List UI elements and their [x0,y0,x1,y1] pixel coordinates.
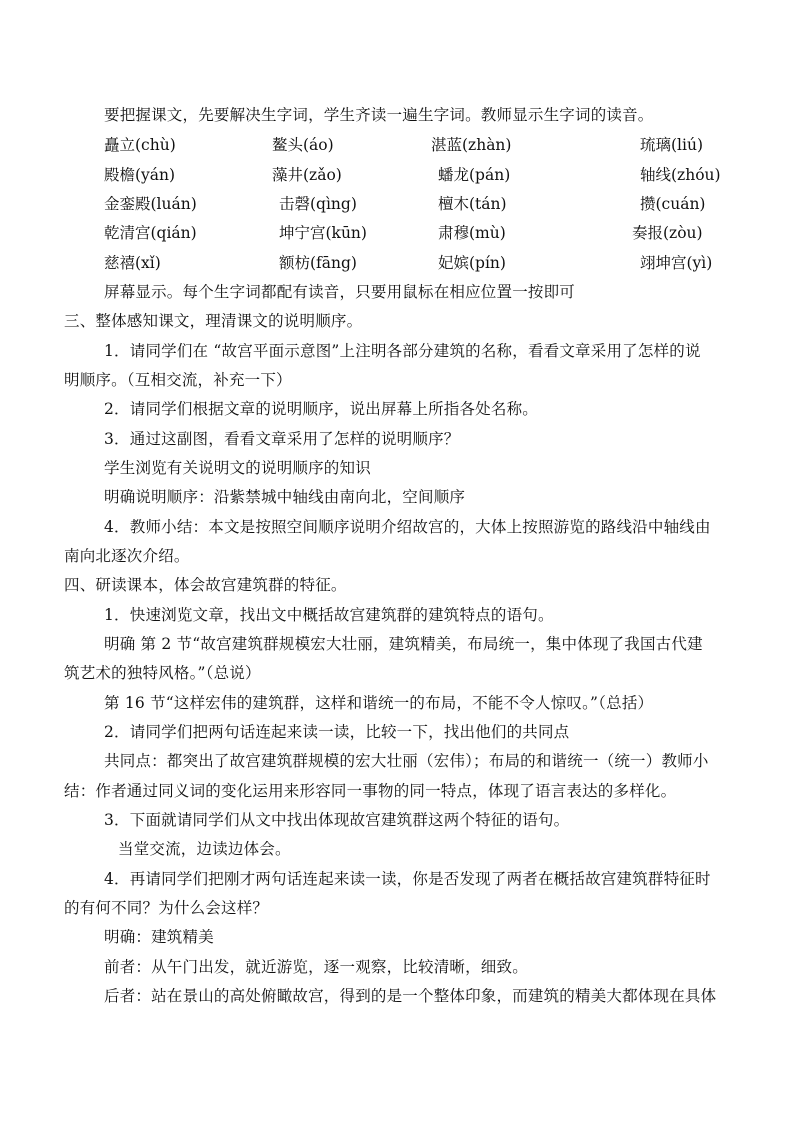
body-line: 明确：建筑精美 [104,928,214,946]
vocab-item: 殿檐(yán) [104,166,176,184]
vocab-item: 藻井(zǎo) [272,166,342,184]
body-line: 筑艺术的独特风格。”（总说） [64,664,261,682]
body-line: 2．请同学们把两句话连起来读一读，比较一下，找出他们的共同点 [104,723,570,741]
vocab-item: 慈禧(xǐ) [104,254,161,272]
vocab-item: 轴线(zhóu) [640,166,721,184]
body-line: 4．再请同学们把刚才两句话连起来读一读，你是否发现了两者在概括故宫建筑群特征时 [104,870,711,888]
vocab-item: 击磬(qìng) [279,195,357,213]
body-line: 1．请同学们在 “故宫平面示意图”上注明各部分建筑的名称，看看文章采用了怎样的说 [104,342,701,360]
vocab-item: 奏报(zòu) [632,224,703,242]
body-line: 第 16 节“这样宏伟的建筑群，这样和谐统一的布局，不能不令人惊叹。”（总括） [104,694,654,712]
section-heading: 四、研读课本，体会故宫建筑群的特征。 [64,576,347,594]
body-line: 1．快速浏览文章，找出文中概括故宫建筑群的建筑特点的语句。 [104,606,554,624]
vocab-item: 檀木(tán) [438,195,507,213]
section-heading: 三、整体感知课文，理清课文的说明顺序。 [64,312,363,330]
body-line: 学生浏览有关说明文的说明顺序的知识 [104,459,371,477]
vocab-item: 矗立(chù) [104,136,176,154]
vocab-row [0,165,794,187]
vocab-item: 妃嫔(pín) [438,254,506,272]
body-line: 南向北逐次介绍。 [64,547,190,565]
vocab-item: 乾清宫(qián) [104,224,197,242]
vocab-row [0,194,794,216]
body-line: 3．通过这副图，看看文章采用了怎样的说明顺序？ [104,430,460,448]
body-line: 4．教师小结：本文是按照空间顺序说明介绍故宫的，大体上按照游览的路线沿中轴线由 [104,518,711,536]
body-line: 明顺序。（互相交流，补充一下） [64,371,292,389]
intro-line: 要把握课文，先要解决生字词，学生齐读一遍生字词。教师显示生字词的读音。 [104,106,654,124]
vocab-item: 翊坤宫(yì) [640,254,713,272]
body-line: 当堂交流，边读边体会。 [118,840,291,858]
body-line: 后者：站在景山的高处俯瞰故宫，得到的是一个整体印象，而建筑的精美大都体现在具体 [104,987,717,1005]
body-line: 结：作者通过同义词的变化运用来形容同一事物的同一特点，体现了语言表达的多样化。 [64,782,677,800]
vocab-item: 额枋(fāng) [279,254,357,272]
body-line: 明确说明顺序：沿紫禁城中轴线由南向北，空间顺序 [104,488,466,506]
vocab-row [0,223,794,245]
vocab-item: 鳌头(áo) [272,136,334,154]
vocab-item: 蟠龙(pán) [438,166,511,184]
vocab-item: 琉璃(liú) [640,136,703,154]
vocab-item: 金銮殿(luán) [104,195,197,213]
vocab-item: 湛蓝(zhàn) [431,136,512,154]
vocab-row [0,135,794,157]
vocab-item: 肃穆(mù) [438,224,506,242]
vocab-row [0,253,794,275]
body-line: 的有何不同？为什么会这样？ [64,899,269,917]
body-line: 2．请同学们根据文章的说明顺序，说出屏幕上所指各处名称。 [104,400,538,418]
body-line: 屏幕显示。每个生字词都配有读音，只要用鼠标在相应位置一按即可 [104,283,576,301]
body-line: 共同点：都突出了故宫建筑群规模的宏大壮丽（宏伟）；布局的和谐统一（统一）教师小 [104,752,709,770]
vocab-item: 坤宁宫(kūn) [279,224,367,242]
body-line: 前者：从午门出发，就近游览，逐一观察，比较清晰，细致。 [104,958,528,976]
body-line: 3．下面就请同学们从文中找出体现故宫建筑群这两个特征的语句。 [104,811,570,829]
vocab-item: 攒(cuán) [640,195,706,213]
body-line: 明确 第 2 节“故宫建筑群规模宏大壮丽，建筑精美，布局统一，集中体现了我国古代建 [104,635,703,653]
